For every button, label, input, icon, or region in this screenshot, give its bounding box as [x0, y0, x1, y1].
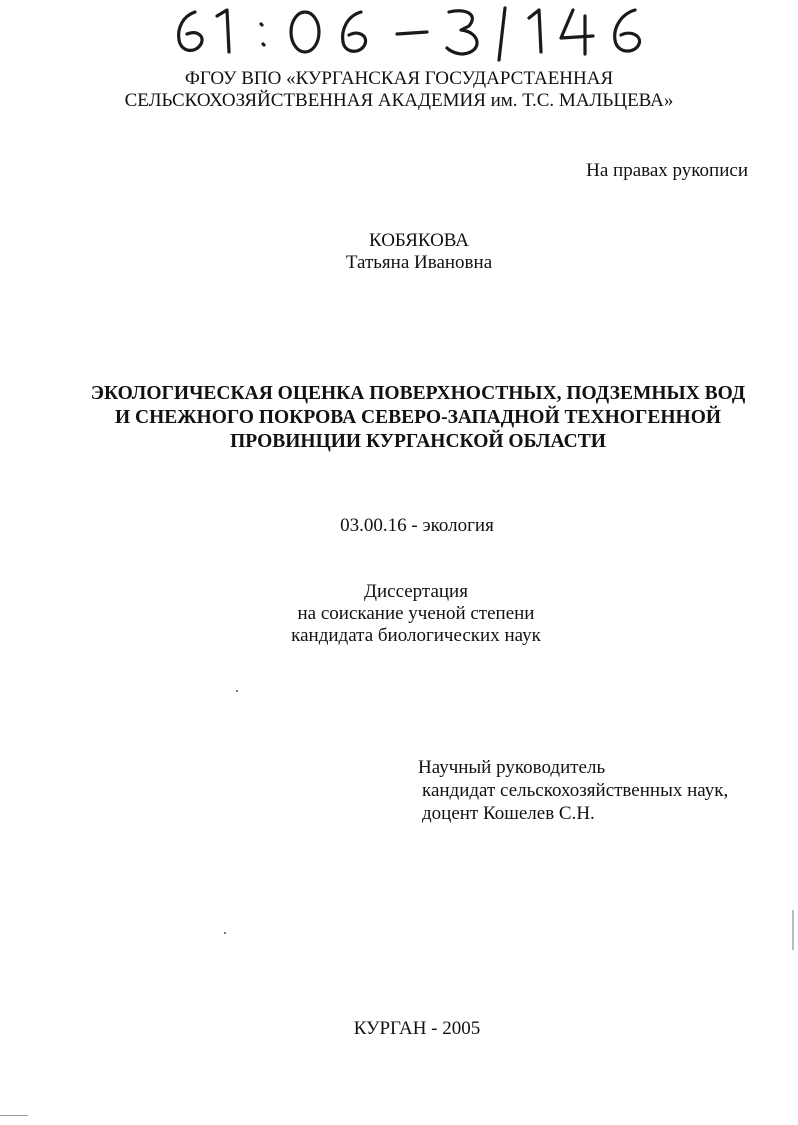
supervisor-line-2: кандидат сельскохозяйственных наук,	[422, 780, 729, 801]
degree-line-2: на соискание ученой степени	[297, 603, 535, 624]
supervisor-block	[418, 756, 728, 825]
place-and-year: КУРГАН - 2005	[353, 1018, 481, 1039]
organization-line-2: СЕЛЬСКОХОЗЯЙСТВЕННАЯ АКАДЕМИЯ им. Т.С. МАЛЬЦЕВА»	[124, 90, 674, 111]
supervisor-line-1: Научный руководитель	[418, 757, 606, 778]
title-line-1: ЭКОЛОГИЧЕСКАЯ ОЦЕНКА ПОВЕРХНОСТНЫХ, ПОДЗЕМНЫХ ВОД	[90, 383, 746, 404]
author-block	[0, 230, 798, 274]
handwritten-archive-code	[165, 2, 665, 62]
degree-line-1: Диссертация	[364, 581, 468, 602]
dissertation-degree-block	[0, 581, 798, 647]
author-surname: КОБЯКОВА	[369, 230, 469, 251]
title-line-3: ПРОВИНЦИИ КУРГАНСКОЙ ОБЛАСТИ	[230, 431, 606, 452]
scan-speck	[236, 690, 238, 692]
organization-header	[0, 68, 798, 112]
scan-speck	[792, 910, 794, 950]
title-line-2: И СНЕЖНОГО ПОКРОВА СЕВЕРО-ЗАПАДНОЙ ТЕХНОГЕННОЙ	[114, 407, 722, 428]
scan-speck	[0, 1115, 28, 1116]
scan-speck	[224, 932, 226, 934]
organization-line-1: ФГОУ ВПО «КУРГАНСКАЯ ГОСУДАРСТАЕННАЯ	[184, 68, 614, 89]
author-given-names: Татьяна Ивановна	[345, 252, 493, 273]
supervisor-line-3: доцент Кошелев С.Н.	[422, 803, 595, 824]
manuscript-note: На правах рукописи	[586, 160, 748, 181]
dissertation-title	[0, 382, 798, 454]
degree-line-3: кандидата биологических наук	[291, 625, 541, 646]
specialty-code: 03.00.16 - экология	[340, 515, 494, 536]
